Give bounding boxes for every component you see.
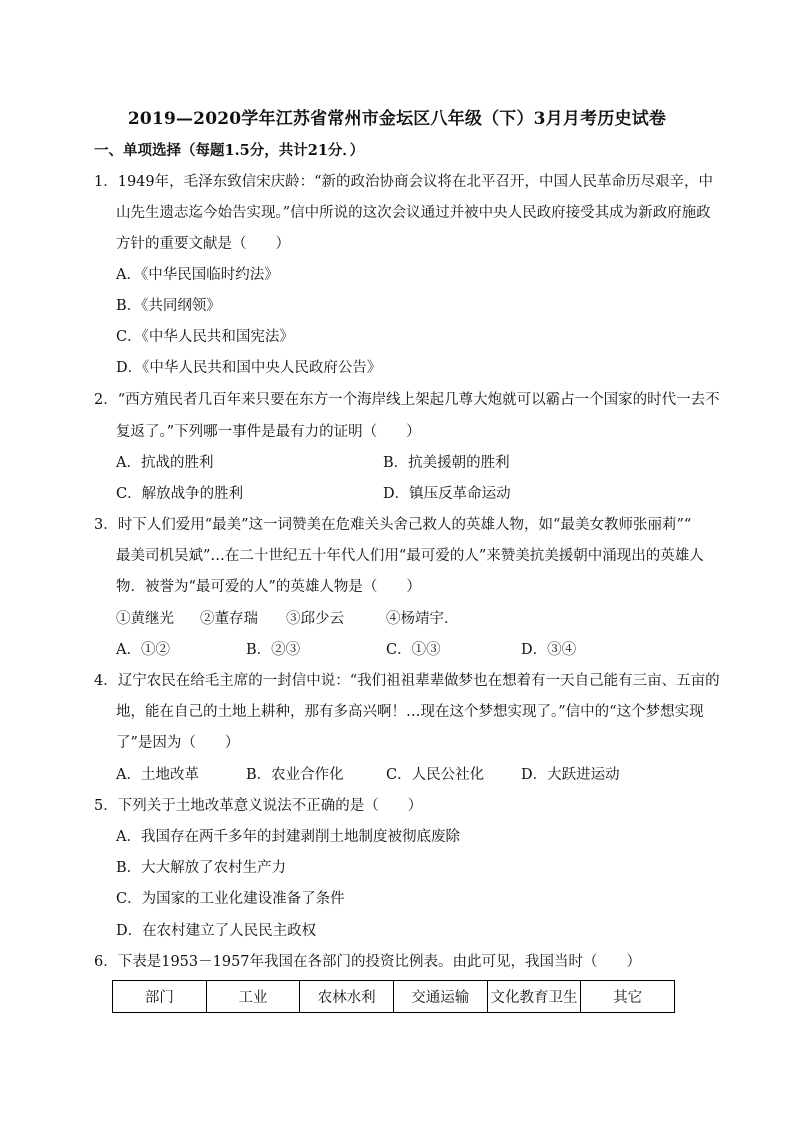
table-header-cell: 农林水利 — [300, 981, 394, 1013]
q4-line-3: 了”是因为（ ） — [116, 735, 240, 751]
q3-item-1: ①黄继光 — [116, 611, 174, 627]
q1-line-2: 山先生遗志迄今始告实现。”信中所说的这次会议通过并被中央人民政府接受其成为新政府施政 — [116, 205, 711, 221]
q4-option-d: D．大跃进运动 — [521, 767, 620, 783]
q1-option-c: C．《中华人民共和国宪法》 — [116, 329, 294, 345]
q5-option-d: D．在农村建立了人民民主政权 — [116, 923, 317, 939]
q2-option-a: A．抗战的胜利 — [116, 455, 214, 471]
table-header-cell: 部门 — [113, 981, 207, 1013]
q5-option-a: A．我国存在两千多年的封建剥削土地制度被彻底废除 — [116, 829, 460, 845]
q4-option-c: C．人民公社化 — [386, 767, 485, 783]
q5-option-b: B．大大解放了农村生产力 — [116, 860, 287, 876]
q3-item-2: ②董存瑞 — [200, 611, 258, 627]
q1-line-3: 方针的重要文献是（ ） — [116, 236, 290, 252]
q3-option-c: C．①③ — [386, 642, 441, 658]
q4-line-2: 地，能在自己的土地上耕种，那有多高兴啊！…现在这个梦想实现了。”信中的“这个梦想实现 — [116, 704, 704, 720]
q3-option-b: B．②③ — [246, 642, 301, 658]
q2-option-d: D．镇压反革命运动 — [383, 486, 511, 502]
table-header-cell: 工业 — [206, 981, 300, 1013]
q3-option-a: A．①② — [116, 642, 170, 658]
q2-option-c: C．解放战争的胜利 — [116, 486, 244, 502]
q3-line-3: 物．被誉为“最可爱的人”的英雄人物是（ ） — [116, 579, 421, 595]
table-header-cell: 其它 — [581, 981, 675, 1013]
q2-line-2: 复返了。”下列哪一事件是最有力的证明（ ） — [116, 424, 421, 440]
q1-option-b: B．《共同纲领》 — [116, 298, 221, 314]
investment-table — [112, 980, 675, 1013]
section-heading: 一、单项选择（每题1.5分，共计21分．） — [94, 142, 365, 159]
exam-title: 2019—2020学年江苏省常州市金坛区八年级（下）3月月考历史试卷 — [127, 109, 667, 129]
q3-item-4: ④杨靖宇． — [386, 611, 459, 627]
q3-item-3: ③邱少云 — [286, 611, 344, 627]
q4-option-a: A．土地改革 — [116, 767, 199, 783]
q3-line-1: 3．时下人们爱用“最美”这一词赞美在危难关头舍己救人的英雄人物，如“最美女教师张丽莉”“ — [94, 517, 692, 533]
table-row — [113, 981, 675, 1013]
q3-line-2: 最美司机吴斌”…在二十世纪五十年代人们用“最可爱的人”来赞美抗美援朝中涌现出的英雄人 — [116, 548, 704, 564]
q1-line-1: 1．1949年，毛泽东致信宋庆龄：“新的政治协商会议将在北平召开，中国人民革命历尽艰辛，中 — [94, 174, 714, 190]
q2-line-1: 2．“西方殖民者几百年来只要在东方一个海岸线上架起几尊大炮就可以霸占一个国家的时代一去不 — [94, 392, 720, 408]
q2-option-b: B．抗美援朝的胜利 — [383, 455, 510, 471]
q5-line-1: 5．下列关于土地改革意义说法不正确的是（ ） — [94, 798, 423, 814]
q1-option-a: A．《中华民国临时约法》 — [116, 267, 279, 283]
q1-option-d: D．《中华人民共和国中央人民政府公告》 — [116, 360, 382, 376]
q6-line-1: 6．下表是1953－1957年我国在各部门的投资比例表。由此可见，我国当时（ ） — [94, 954, 642, 970]
q4-option-b: B．农业合作化 — [246, 767, 344, 783]
table-header-cell: 文化教育卫生 — [487, 981, 581, 1013]
table-header-cell: 交通运输 — [393, 981, 487, 1013]
q3-option-d: D．③④ — [521, 642, 577, 658]
q4-line-1: 4．辽宁农民在给毛主席的一封信中说：“我们祖祖辈辈做梦也在想着有一天自己能有三亩、五亩的 — [94, 673, 720, 689]
q5-option-c: C．为国家的工业化建设准备了条件 — [116, 891, 345, 907]
